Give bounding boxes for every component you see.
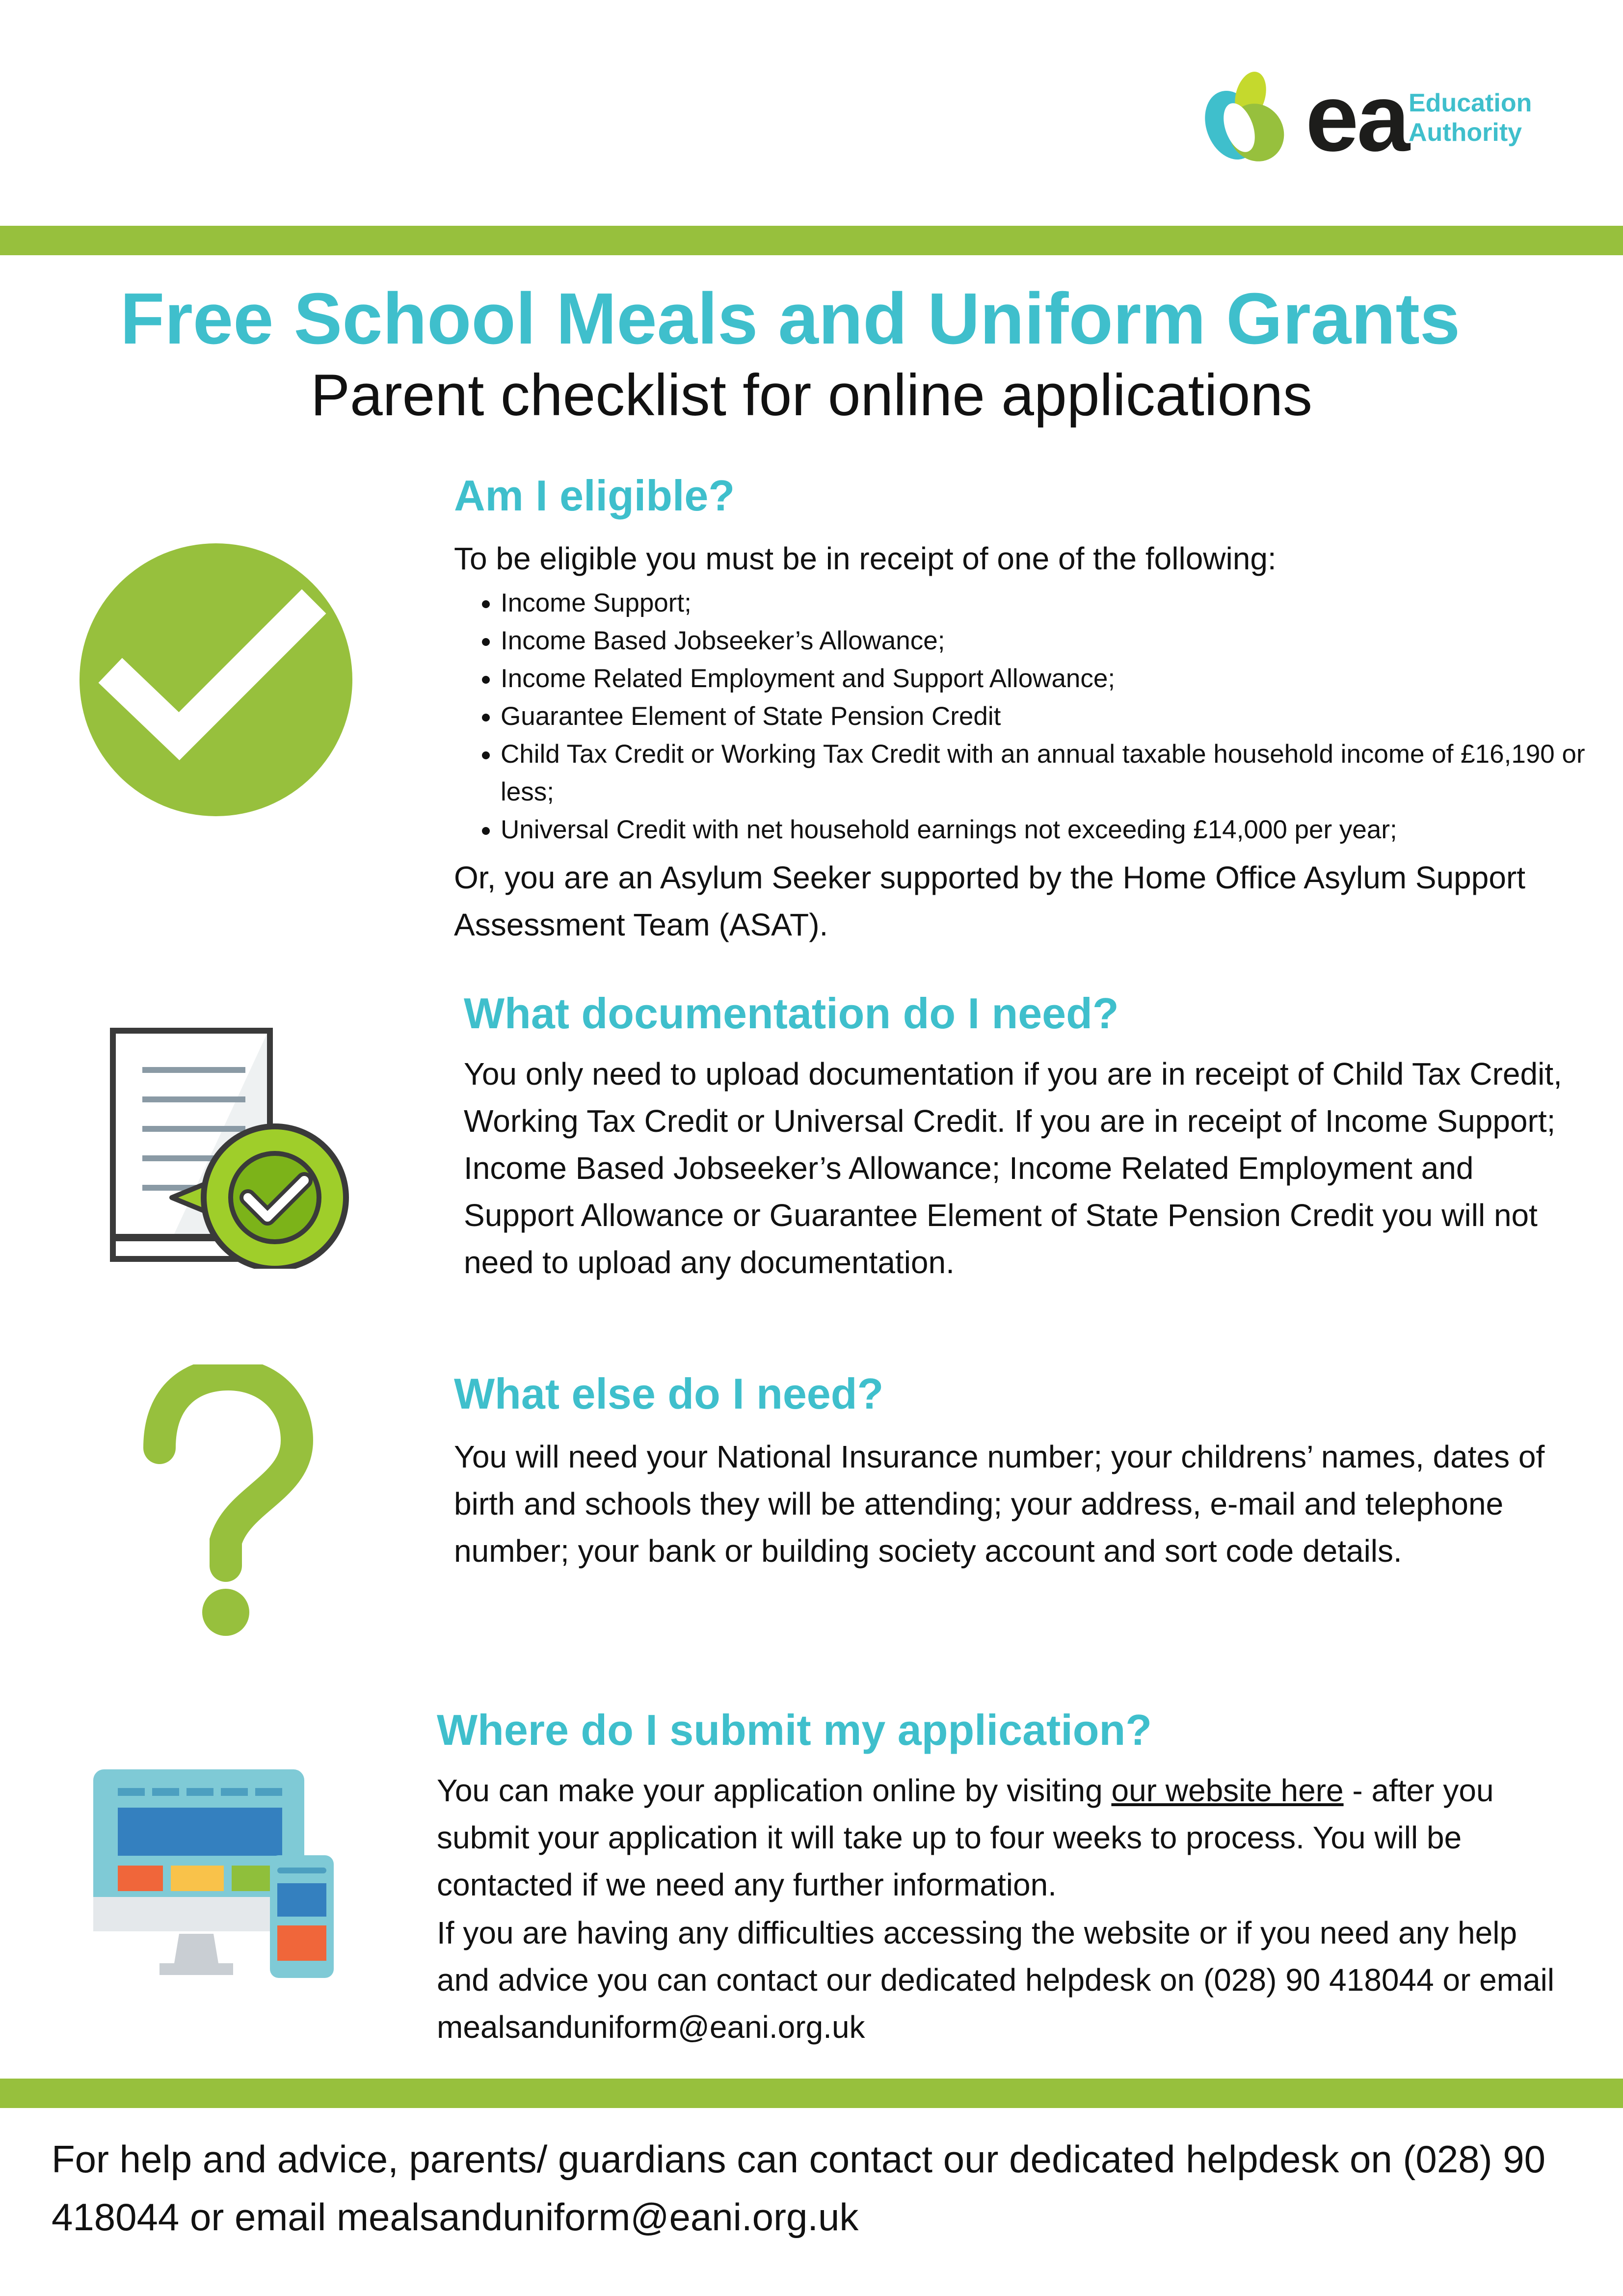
website-link[interactable]: our website here xyxy=(1111,1773,1344,1808)
eligible-heading: Am I eligible? xyxy=(454,471,735,520)
computer-devices-icon xyxy=(93,1769,348,1980)
list-item: • Income Related Employment and Support Allowance; xyxy=(501,660,1595,697)
question-mark-icon xyxy=(140,1364,317,1639)
documentation-body: You only need to upload documentation if you are in receipt of Child Tax Credit, Working Tax Credit or Universal Credit. If you are in receipt of Income Support; Income Based Jobseeker’s Allowance; Income Related Employment and Support Allowance or Guarantee Element of State Pension Credit you will not need to upload any documentation. xyxy=(464,1056,1562,1280)
page-title: Free School Meals and Uniform Grants xyxy=(120,278,1461,359)
document-check-icon xyxy=(106,1023,356,1269)
page-subtitle: Parent checklist for online applications xyxy=(310,362,1313,428)
eligible-intro: To be eligible you must be in receipt of one of the following: xyxy=(454,541,1277,576)
ea-logo xyxy=(1193,64,1556,171)
submit-body-text-cont: - after you submit your application it will take up to four weeks to process. You will be contacted if we need any further information. xyxy=(437,1773,1494,1902)
org-name-line2: Authority xyxy=(1409,118,1522,147)
submit-help-text: If you are having any difficulties accessing the website or if you need any help and advice you can contact our dedicated helpdesk on (028) 90 418044 or email mealsanduniform@eani.org.uk xyxy=(437,1915,1555,2045)
top-divider xyxy=(0,226,1623,255)
leaf-logo-icon xyxy=(1193,69,1301,167)
footer-help-text: For help and advice, parents/ guardians can contact our dedicated helpdesk on (028) 90 418044 or email mealsanduniform@eani.org.uk xyxy=(52,2137,1545,2239)
list-item: • Income Based Jobseeker’s Allowance; xyxy=(501,622,1595,660)
list-item: • Child Tax Credit or Working Tax Credit with an annual taxable household income of £16,190 or less; xyxy=(501,735,1595,811)
list-item: • Universal Credit with net household earnings not exceeding £14,000 per year; xyxy=(501,811,1595,849)
org-name-line1: Education xyxy=(1409,89,1532,117)
list-item: • Income Support; xyxy=(501,584,1595,622)
eligible-outro: Or, you are an Asylum Seeker supported by the Home Office Asylum Support Assessment Team (ASAT). xyxy=(454,860,1526,942)
what-else-heading: What else do I need? xyxy=(454,1369,884,1418)
list-item: • Guarantee Element of State Pension Credit xyxy=(501,697,1595,735)
eligible-list xyxy=(454,584,1595,849)
submit-heading: Where do I submit my application? xyxy=(437,1706,1152,1754)
logo-mark: ea xyxy=(1305,64,1408,171)
submit-body-text: You can make your application online by visiting xyxy=(437,1773,1112,1808)
documentation-heading: What documentation do I need? xyxy=(464,989,1119,1038)
checkmark-circle-icon xyxy=(79,542,353,817)
org-name xyxy=(1409,88,1532,147)
bottom-divider xyxy=(0,2079,1623,2108)
what-else-body: You will need your National Insurance number; your childrens’ names, dates of birth and schools they will be attending; your address, e-mail and telephone number; your bank or building society account and sort code details. xyxy=(454,1439,1545,1569)
submit-body xyxy=(437,1767,1561,1908)
